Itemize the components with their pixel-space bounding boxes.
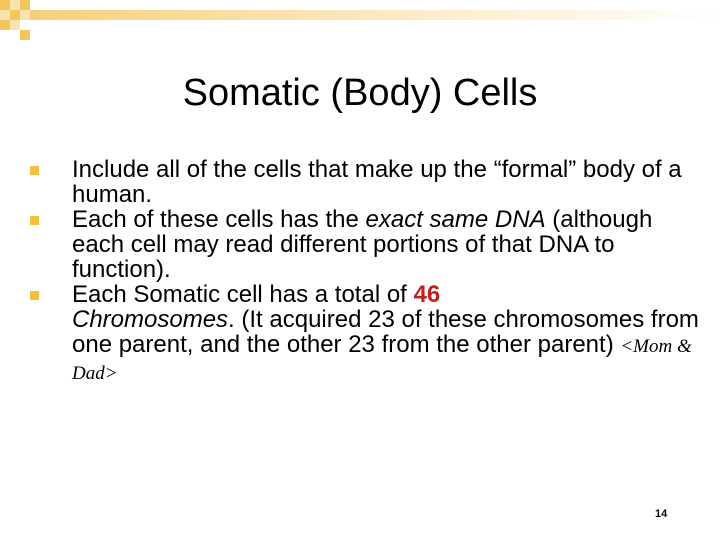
deco-block — [10, 20, 20, 30]
slide-title: Somatic (Body) Cells — [182, 72, 538, 114]
deco-block — [20, 0, 30, 10]
square-bullet-icon — [30, 216, 39, 225]
bullet-item — [28, 207, 708, 282]
square-bullet-icon — [30, 291, 39, 300]
bullet-text: Each Somatic cell has a total of — [72, 281, 414, 308]
emphasized-text: Chromosomes — [72, 306, 229, 333]
bullet-text: Include all of the cells that make up the “formal” body of a human. — [72, 156, 682, 208]
deco-block — [0, 20, 10, 30]
highlighted-number: 46 — [413, 281, 441, 308]
bullet-text: . (It acquired 23 of these chromosomes from one parent, and the other 23 from the other parent) — [72, 306, 699, 358]
page-number: 14 — [655, 508, 668, 520]
deco-block — [10, 0, 20, 10]
deco-block — [20, 30, 30, 40]
bullet-item — [28, 282, 708, 386]
bullet-text: Each of these cells has the — [72, 206, 366, 233]
bullet-list — [28, 157, 708, 386]
deco-block — [20, 10, 30, 20]
decorative-header — [0, 0, 720, 50]
bullet-text: (although each cell may read different portions of that DNA to function). — [72, 206, 653, 283]
square-bullet-icon — [30, 166, 39, 175]
header-gradient-band — [30, 10, 720, 20]
emphasized-text: exact same DNA — [365, 206, 546, 233]
deco-block — [0, 10, 10, 20]
deco-block — [0, 0, 10, 10]
deco-block — [10, 10, 20, 20]
script-note: <Mom & Dad> — [72, 336, 692, 384]
bullet-item — [28, 157, 708, 207]
